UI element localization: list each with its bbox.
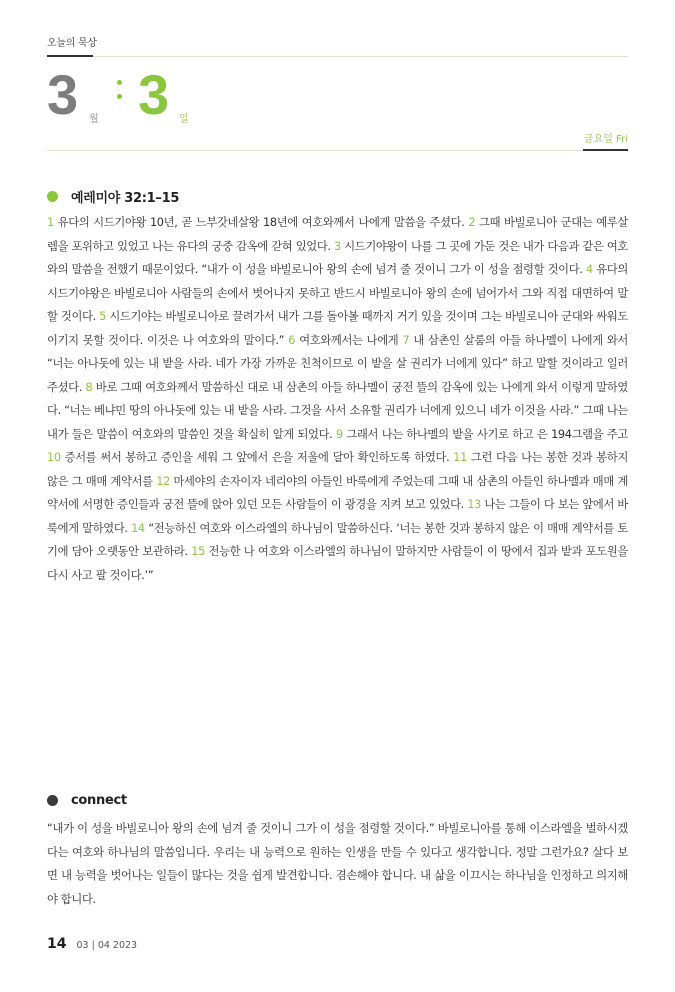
connect-heading bbox=[47, 793, 127, 808]
scripture-heading bbox=[47, 187, 179, 206]
verse-number: 1 bbox=[47, 216, 54, 229]
verse-number: 5 bbox=[99, 310, 106, 323]
verse-text: 증서를 써서 봉하고 증인을 세워 그 앞에서 은을 저울에 달아 확인하도록 하였다. bbox=[60, 451, 454, 464]
scripture-body bbox=[47, 211, 628, 587]
verse-number: 10 bbox=[47, 451, 61, 464]
date-rule bbox=[47, 150, 583, 151]
month-number: 3 bbox=[47, 63, 79, 126]
verse-number: 6 bbox=[288, 333, 296, 347]
connect-title: connect bbox=[71, 793, 127, 808]
verse-number: 7 bbox=[402, 333, 410, 347]
verse-number: 8 bbox=[85, 380, 93, 394]
dark-bullet-icon bbox=[47, 795, 58, 806]
verse-number: 3 bbox=[334, 239, 341, 253]
verse-text: 시드기야는 바빌로니아로 끌려가서 내가 그를 돌아볼 때까지 거기 있을 것이며 그는 바빌로니아 군대와 싸워도 이기지 못할 것이다. 이것은 나 여호와의 말이다.” bbox=[47, 310, 628, 347]
verse-number: 14 bbox=[131, 521, 145, 535]
green-bullet-icon bbox=[47, 191, 58, 202]
header-label: 오늘의 묵상 bbox=[47, 38, 97, 49]
issue-date: 03 | 04 2023 bbox=[76, 940, 138, 951]
verse-text: 나는 그들이 다 보는 앞에서 바룩에게 말하였다. bbox=[47, 498, 628, 535]
header-rule bbox=[93, 56, 628, 57]
verse-text: “전능하신 여호와 이스라엘의 하나님이 말씀하신다. ‘너는 봉한 것과 봉하지 않은 이 매매 계약서를 토기에 담아 오랫동안 보관하라. bbox=[47, 521, 628, 558]
verse-text: 여호와께서는 나에게 bbox=[295, 333, 403, 347]
day-unit: 일 bbox=[179, 114, 189, 125]
verse-text: 시드기야왕이 나를 그 곳에 가둔 것은 내가 다음과 같은 여호와의 말씀을 전했기 때문이었다. “내가 이 성을 바빌로니아 왕의 손에 넘겨 줄 것이니 그가 이 성을 점령할 것이다. bbox=[47, 239, 628, 276]
verse-text: 유다의 시드기야왕 10년, 곧 느부갓네살왕 18년에 여호와께서 나에게 말씀을 주셨다. bbox=[53, 216, 469, 229]
verse-text: 내 삼촌인 살룸의 아들 하나멜이 나에게 와서 “너는 아나돗에 있는 내 밭을 사라. 네가 가장 가까운 친척이므로 이 밭을 살 권리가 너에게 있다” 하고 말할 것이라고 일러 주셨다. bbox=[47, 333, 628, 394]
header-underline bbox=[47, 55, 93, 57]
verse-number: 9 bbox=[336, 427, 343, 441]
verse-text: 마세야의 손자이자 네리야의 아들인 바룩에게 주었는데 그때 내 삼촌의 아들인 하나멜과 매매 계약서에 서명한 증인들과 궁전 뜰에 앉아 있던 모든 사람들이 이 광경을 지켜 보고 있었다. bbox=[47, 474, 629, 511]
connect-body: “내가 이 성을 바빌로니아 왕의 손에 넘겨 줄 것이니 그가 이 성을 점령할 것이다.” 바빌로니아를 통해 이스라엘을 벌하시겠다는 여호와 하나님의 말씀입니다. 우리는 내 능력으로 원하는 인생을 만들 수 있다고 생각합니다. 정말 그런가요? 살다 보면 내 능력을 벗어나는 일들이 많다는 것을 쉽게 발견합니다. 겸손해야 합니다. 내 삶을 이끄시는 하나님을 인정하고 의지해야 합니다. bbox=[47, 822, 628, 906]
verse-number: 13 bbox=[467, 498, 481, 511]
page-footer bbox=[47, 936, 137, 952]
date-colon bbox=[117, 80, 122, 108]
verse-text: 바로 그때 여호와께서 말씀하신 대로 내 삼촌의 아들 하나멜이 궁전 뜰의 감옥에 있는 나에게 와서 이렇게 말하였다. “너는 베냐민 땅의 아나돗에 있는 내 밭을 사라. 그것을 사서 소유할 권리가 너에게 있으니 네가 이것을 사라.” 그때 나는 내가 들은 말씀이 여호와의 말씀인 것을 확실히 알게 되었다. bbox=[47, 380, 628, 441]
weekday-label: 금요일 Fri bbox=[583, 134, 628, 145]
verse-number: 4 bbox=[586, 263, 593, 276]
day-number: 3 bbox=[138, 63, 170, 126]
weekday-underline bbox=[583, 149, 628, 151]
page-number: 14 bbox=[47, 936, 67, 952]
verse-text: 그때 바빌로니아 군대는 예루살렘을 포위하고 있었고 나는 유다의 궁중 감옥에 갇혀 있었다. bbox=[47, 216, 628, 253]
month-unit: 월 bbox=[89, 114, 99, 125]
verse-number: 12 bbox=[156, 474, 170, 488]
verse-text: 그래서 나는 하나멜의 밭을 사기로 하고 은 194그램을 주고 bbox=[342, 427, 628, 441]
verse-number: 11 bbox=[453, 451, 467, 464]
verse-text: 그런 다음 나는 봉한 것과 봉하지 않은 그 매매 계약서를 bbox=[47, 451, 629, 488]
verse-number: 2 bbox=[468, 216, 476, 229]
scripture-reference: 예레미야 32:1–15 bbox=[71, 191, 180, 206]
verse-text: 전능한 나 여호와 이스라엘의 하나님이 말하지만 사람들이 이 땅에서 집과 밭과 포도원을 다시 사고 팔 것이다.’” bbox=[47, 545, 628, 582]
verse-text: 유다의 시드기야왕은 바빌로니아 사람들의 손에서 벗어나지 못하고 반드시 바빌로니아 왕의 손에 넘어가서 그와 직접 대면하여 말할 것이다. bbox=[47, 263, 628, 323]
verse-number: 15 bbox=[191, 545, 205, 558]
